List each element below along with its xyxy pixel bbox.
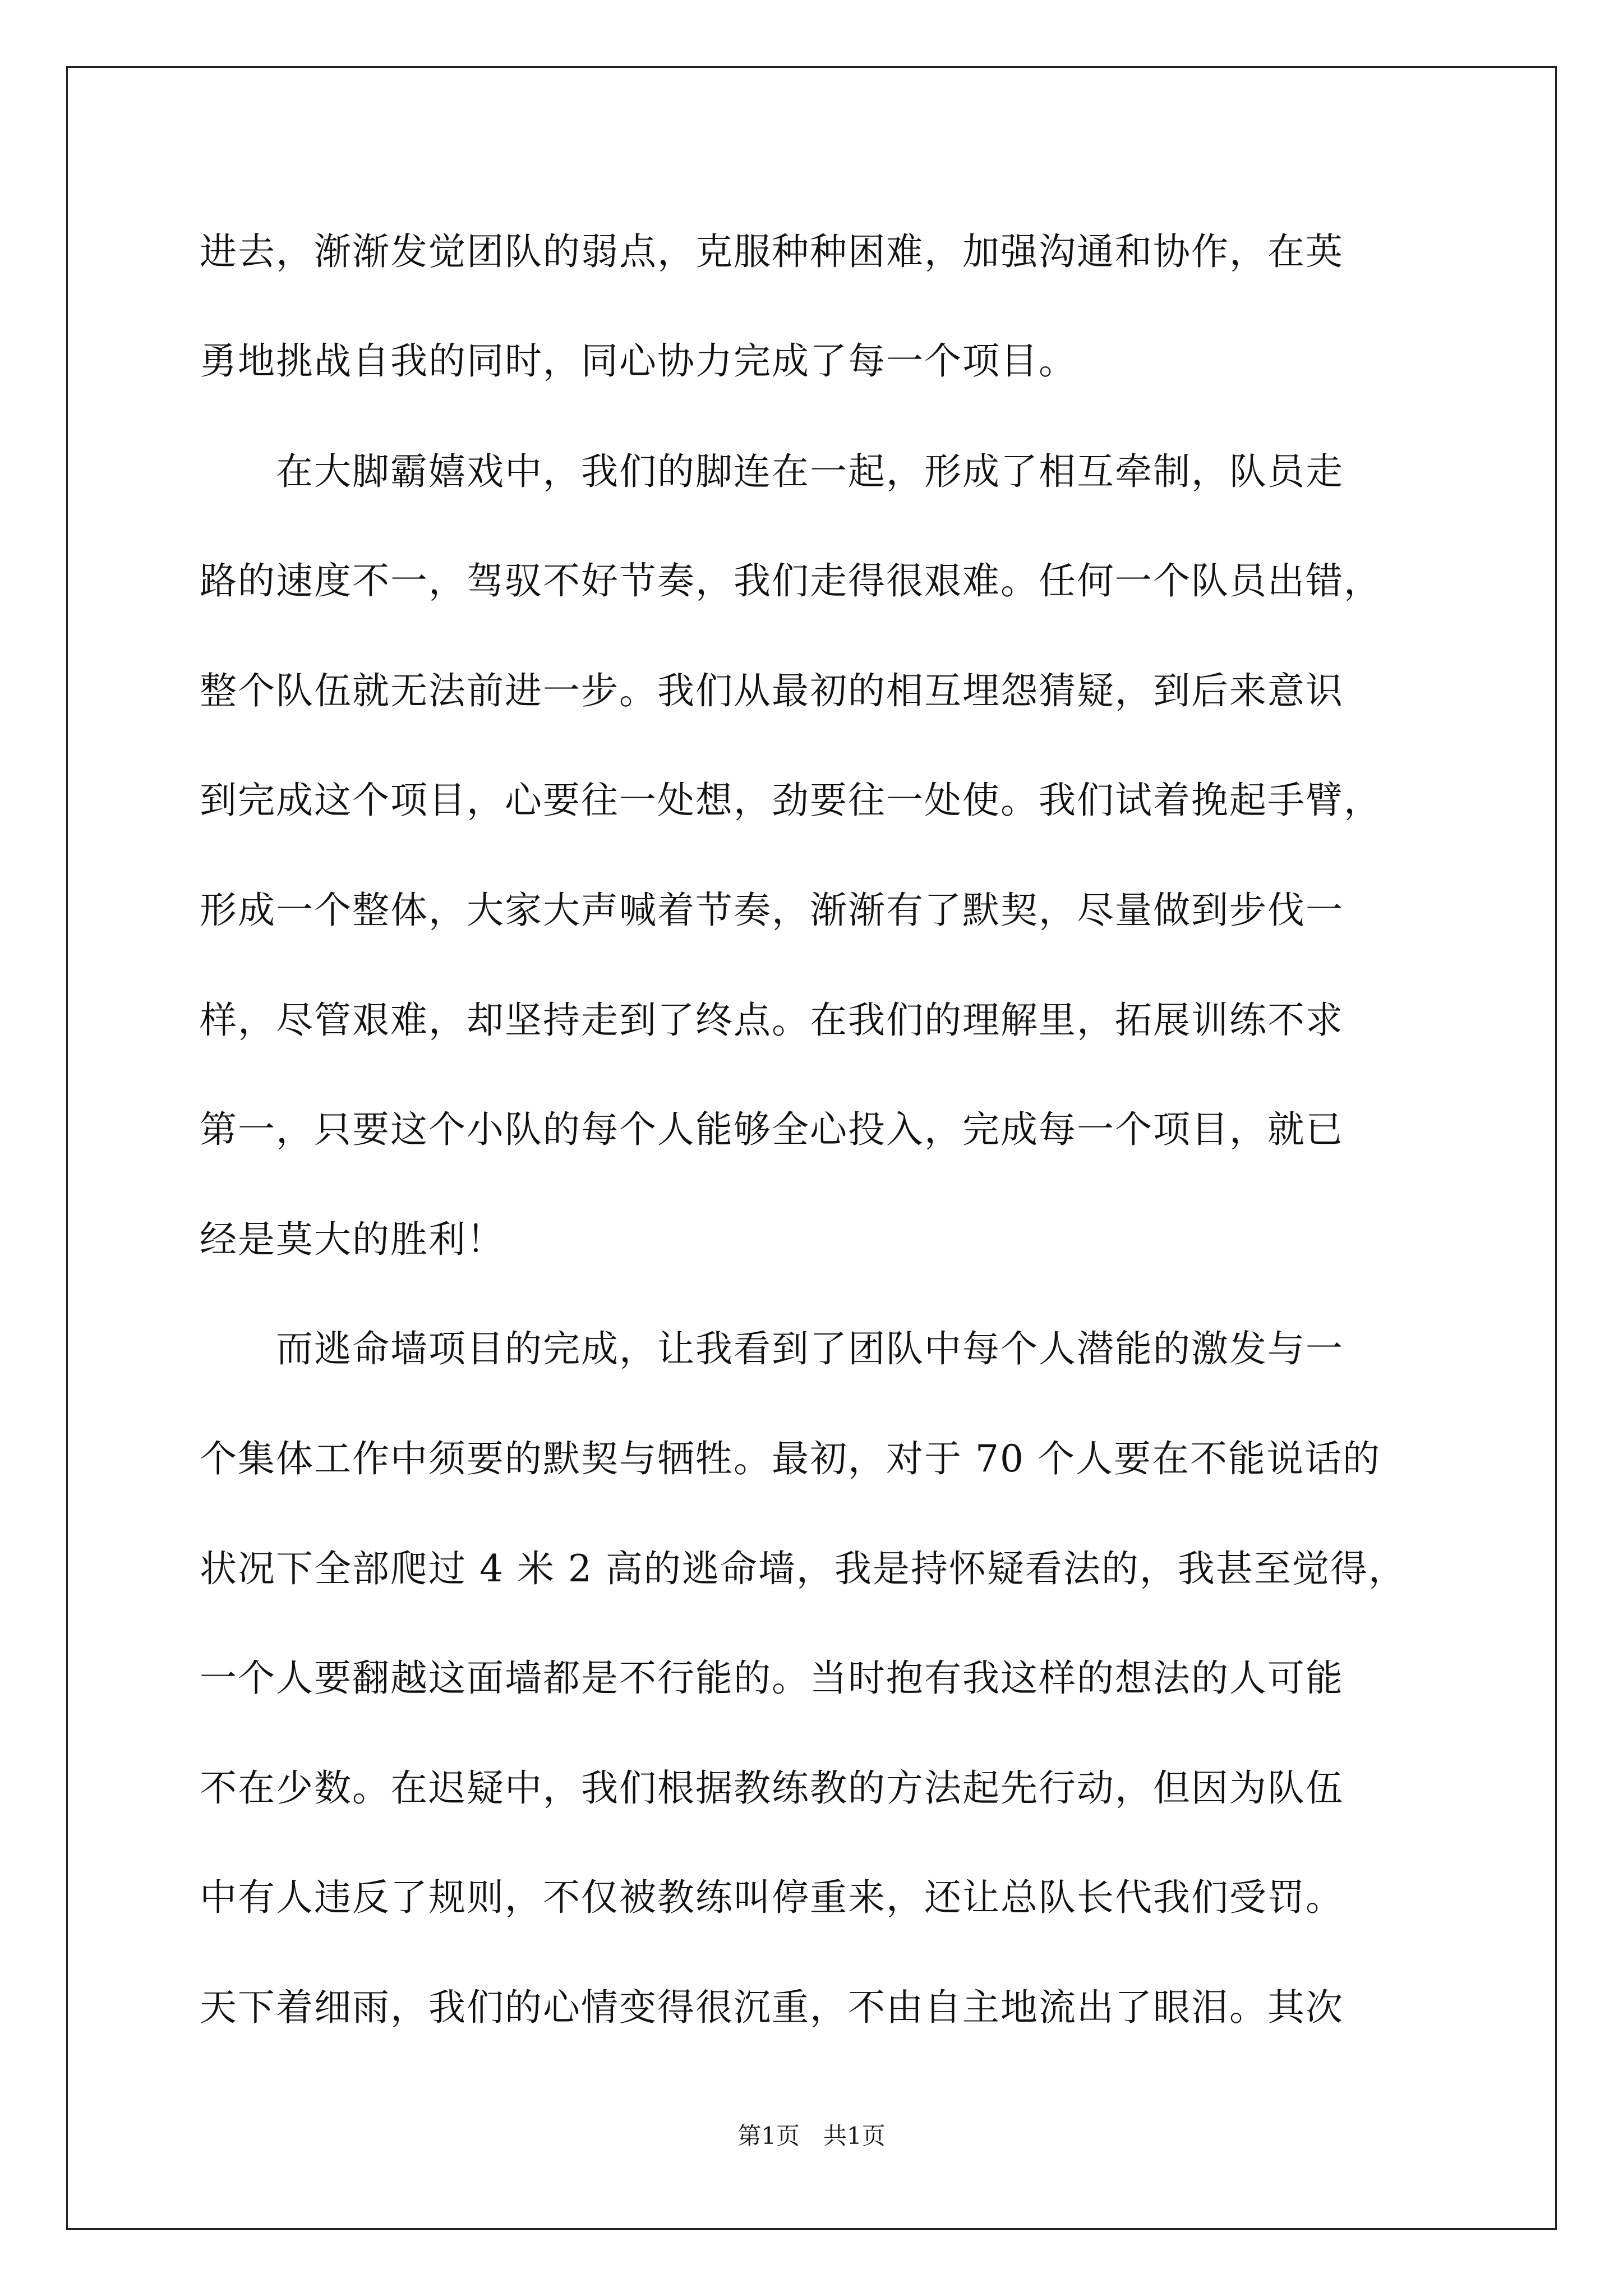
text-line: 路的速度不一，驾驭不好节奏，我们走得很艰难。任何一个队员出错， <box>200 559 1382 602</box>
text-line: 样，尽管艰难，却坚持走到了终点。在我们的理解里，拓展训练不求 <box>200 999 1344 1042</box>
text-line: 中有人违反了规则，不仅被教练叫停重来，还让总队长代我们受罚。 <box>200 1876 1344 1919</box>
text-line: 在大脚霸嬉戏中，我们的脚连在一起，形成了相互牵制，队员走 <box>200 450 1344 493</box>
text-line: 一个人要翻越这面墙都是不行能的。当时抱有我这样的想法的人可能 <box>200 1657 1344 1700</box>
text-line: 个集体工作中须要的默契与牺牲。最初，对于 70 个人要在不能说话的 <box>200 1437 1381 1480</box>
text-line: 进去，渐渐发觉团队的弱点，克服种种困难，加强沟通和协作，在英 <box>200 230 1344 273</box>
text-line: 到完成这个项目，心要往一处想，劲要往一处使。我们试着挽起手臂， <box>200 779 1382 822</box>
text-line: 第一，只要这个小队的每个人能够全心投入，完成每一个项目，就已 <box>200 1108 1344 1151</box>
page-number-footer: 第1页 共1页 <box>737 2122 886 2150</box>
text-line: 而逃命墙项目的完成，让我看到了团队中每个人潜能的激发与一 <box>200 1327 1344 1370</box>
text-line: 整个队伍就无法前进一步。我们从最初的相互埋怨猜疑，到后来意识 <box>200 669 1344 712</box>
text-line: 不在少数。在迟疑中，我们根据教练教的方法起先行动，但因为队伍 <box>200 1766 1344 1810</box>
text-line: 勇地挑战自我的同时，同心协力完成了每一个项目。 <box>200 339 1077 383</box>
text-line: 形成一个整体，大家大声喊着节奏，渐渐有了默契，尽量做到步伐一 <box>200 889 1344 932</box>
text-line: 状况下全部爬过 4 米 2 高的逃命墙，我是持怀疑看法的，我甚至觉得， <box>200 1547 1407 1590</box>
text-line: 天下着细雨，我们的心情变得很沉重，不由自主地流出了眼泪。其次 <box>200 1986 1344 2029</box>
text-line: 经是莫大的胜利！ <box>200 1218 505 1261</box>
